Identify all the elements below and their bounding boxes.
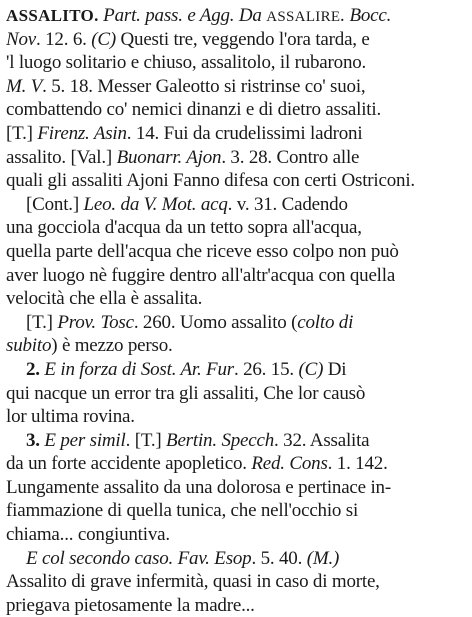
text-run: Bertin. Specch <box>166 429 275 451</box>
entry-line <box>6 264 462 288</box>
text-run: assalito. [Val.] <box>6 146 117 168</box>
text-run: 3. <box>26 429 45 451</box>
text-run: . 3. 28. Contro alle <box>221 146 360 168</box>
text-run: combattendo co' nemici dinanzi e di dietro assaliti. <box>6 99 382 121</box>
headword: ASSALITO. <box>6 6 99 25</box>
text-run: 'l luogo solitario e chiuso, assalitolo, il rubarono. <box>6 52 367 74</box>
entry-line <box>6 476 462 500</box>
text-run: ) è mezzo perso. <box>51 335 173 357</box>
entry-line <box>6 382 462 406</box>
entry-line <box>6 122 462 146</box>
text-run: . 5. 40. <box>251 547 307 569</box>
text-run: . v. 31. Cadendo <box>227 193 348 215</box>
text-run: [T.] <box>6 122 38 144</box>
text-run: lor ultima rovina. <box>6 406 135 428</box>
entry-text <box>6 4 462 617</box>
text-run: Part. pass. e Agg. Da <box>98 5 267 26</box>
text-run: (M.) <box>306 547 340 569</box>
text-run: velocità che ella è assalita. <box>6 288 203 310</box>
entry-line <box>6 594 462 617</box>
text-run: colto di <box>297 311 354 333</box>
entry-line <box>6 358 462 382</box>
text-run: (C) <box>91 28 116 50</box>
entry-line <box>6 405 462 429</box>
text-run: (C) <box>298 358 324 380</box>
text-run: Leo. da V. Mot. acq <box>83 193 228 215</box>
text-run: . [T.] <box>125 429 167 451</box>
text-run: . 1. 142. <box>327 453 388 475</box>
entry-line <box>6 287 462 311</box>
entry-line <box>6 193 462 217</box>
text-run: da un forte accidente apopletico. <box>6 453 252 475</box>
text-run: 2. <box>26 358 45 380</box>
text-run: Lungamente assalito da una dolorosa e pertinace in- <box>6 476 391 498</box>
text-run: priegava pietosamente la madre... <box>6 594 255 616</box>
text-run: una gocciola d'acqua da un tetto sopra all'acqua, <box>6 217 362 239</box>
text-run: . 5. 18. Messer Galeotto si ristrinse co' suoi, <box>42 75 366 97</box>
entry-line <box>6 499 462 523</box>
text-run: Nov <box>6 28 37 50</box>
entry-line <box>6 146 462 170</box>
text-run: . 12. 6. <box>36 28 92 50</box>
text-run: Red. Cons <box>251 453 328 475</box>
entry-line <box>6 98 462 122</box>
text-run: qui nacque un error tra gli assaliti, Che lor causò <box>6 382 366 404</box>
entry-line <box>6 240 462 264</box>
entry-line <box>6 75 462 99</box>
text-run: aver luogo nè fuggire dentro all'altr'acqua con quella <box>6 264 396 286</box>
text-run: quali gli assaliti Ajoni Fanno difesa con certi Ostriconi. <box>6 170 415 192</box>
text-run: [T.] <box>26 311 58 333</box>
entry-line <box>6 547 462 571</box>
entry-line <box>6 169 462 193</box>
entry-line <box>6 429 462 453</box>
entry-line <box>6 51 462 75</box>
text-run: fiammazione di quella tunica, che nell'occhio si <box>6 500 359 522</box>
entry-line <box>6 28 462 52</box>
text-run: . 26. 15. <box>233 358 299 380</box>
text-run: Di <box>323 358 347 380</box>
text-run: Buonarr. Ajon <box>116 146 222 168</box>
entry-line <box>6 216 462 240</box>
text-run: . 260. Uomo assalito ( <box>133 311 298 333</box>
text-run: E col secondo caso. Fav. Esop <box>26 547 252 569</box>
entry-line <box>6 334 462 358</box>
entry-line <box>6 523 462 547</box>
text-run: E in forza di Sost. Ar. Fur <box>44 358 234 380</box>
text-run: chiama... congiuntiva. <box>6 524 170 546</box>
text-run: . 32. Assalita <box>274 429 370 451</box>
entry-line <box>6 452 462 476</box>
text-run: subito <box>6 335 52 357</box>
text-run: . 14. Fui da crudelissimi ladroni <box>126 122 363 144</box>
text-run: quella parte dell'acqua che riceve esso colpo non può <box>6 240 399 262</box>
text-run: M. V <box>6 75 43 97</box>
text-run: Assalito di grave infermità, quasi in caso di morte, <box>6 571 380 593</box>
text-run: Questi tre, veggendo l'ora tarda, e <box>115 28 370 50</box>
text-run: ASSALIRE <box>266 9 341 25</box>
text-run: Firenz. Asin <box>37 122 127 144</box>
entry-line <box>6 4 462 28</box>
entry-line <box>6 570 462 594</box>
entry-line <box>6 311 462 335</box>
text-run: Prov. Tosc <box>57 311 134 333</box>
text-run: E per simil <box>44 429 126 451</box>
text-run: [Cont.] <box>26 193 84 215</box>
text-run: . Bocc. <box>340 5 392 26</box>
